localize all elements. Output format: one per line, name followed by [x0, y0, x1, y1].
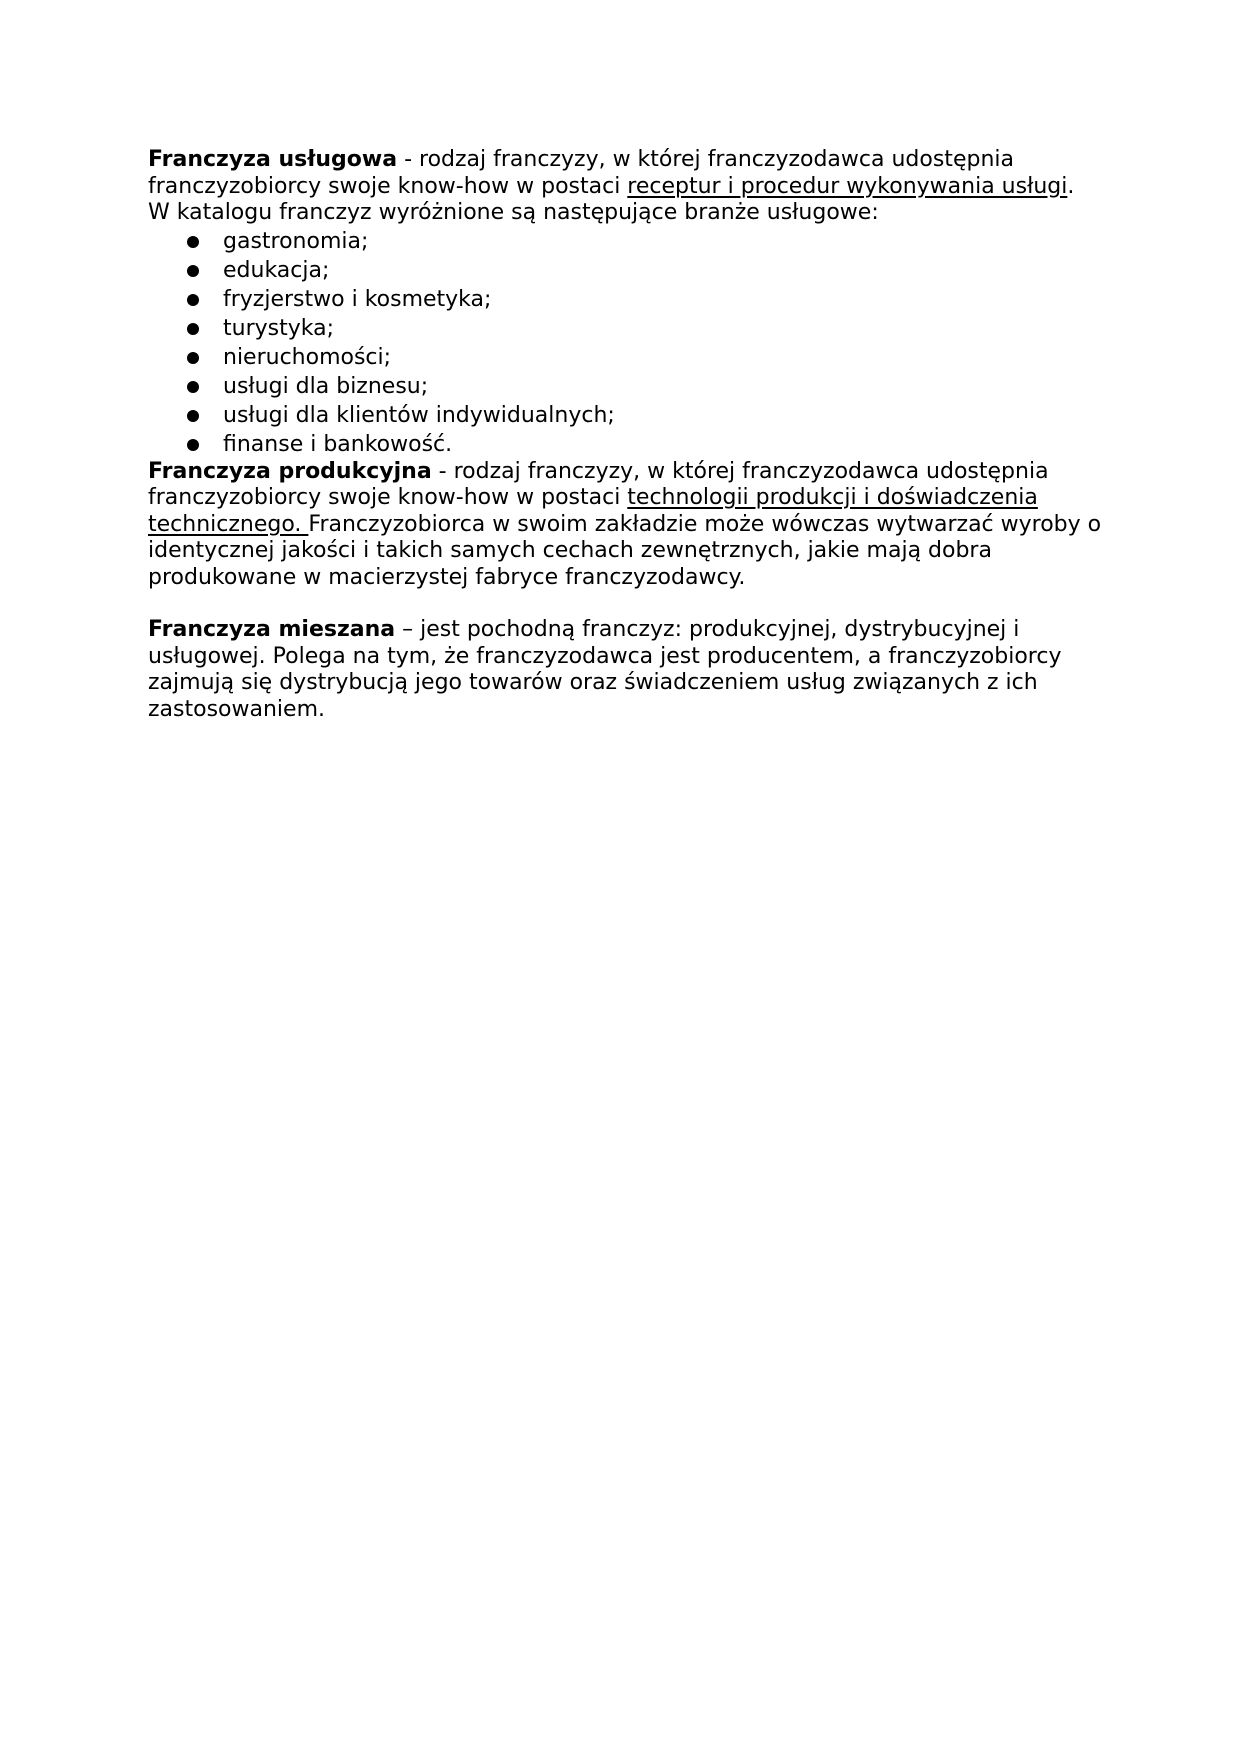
definition-text: - rodzaj franczyzy, w której franczyzodawca udostępnia franczyzobiorcy swoje know-how w postaci [148, 458, 1049, 510]
bullet-icon [187, 265, 199, 277]
paragraph-spacer [148, 591, 1108, 617]
bullet-icon [187, 294, 199, 306]
definition-text: - rodzaj franczyzy, w której franczyzodawca udostępnia franczyzobiorcy swoje know-how w postaci [148, 147, 1014, 199]
list-item [148, 372, 1108, 401]
bullet-icon [187, 439, 199, 451]
list-item [148, 227, 1108, 256]
list-item [148, 430, 1108, 459]
bullet-icon [187, 410, 199, 422]
list-item-label: nieruchomości; [223, 344, 392, 370]
list-item [148, 256, 1108, 285]
bullet-icon [187, 236, 199, 248]
definition-text: – jest pochodną franczyz: produkcyjnej, dystrybucyjnej i usługowej. Polega na tym, że franczyzodawca jest producentem, a franczyzobiorcy zajmują się dystrybucją jego towarów oraz świadczeniem usług związanych z ich zastosowaniem. [148, 617, 1062, 722]
underlined-phrase: receptur i procedur wykonywania usługi [627, 173, 1068, 199]
term-franczyza-mieszana: Franczyza mieszana [148, 617, 396, 642]
list-item [148, 285, 1108, 314]
list-item-label: turystyka; [223, 315, 334, 341]
term-franczyza-produkcyjna: Franczyza produkcyjna [148, 458, 432, 484]
list-item-label: finanse i bankowość. [223, 431, 453, 457]
document-body [148, 147, 1108, 723]
definition-text-end: . [1067, 173, 1075, 199]
list-item-label: gastronomia; [223, 228, 369, 254]
bullet-icon [187, 323, 199, 335]
paragraph-franczyza-mieszana [148, 617, 1108, 723]
list-item [148, 343, 1108, 372]
list-item-label: edukacja; [223, 257, 330, 283]
paragraph-franczyza-uslugowa [148, 147, 1108, 200]
list-item-label: usługi dla klientów indywidualnych; [223, 402, 615, 428]
paragraph-franczyza-produkcyjna [148, 459, 1108, 592]
definition-text-end: Franczyzobiorca w swoim zakładzie może wówczas wytwarzać wyroby o identycznej jakości i takich samych cechach zewnętrznych, jakie mają dobra produkowane w macierzystej fabryce franczyzodawcy. [148, 511, 1102, 590]
list-item [148, 314, 1108, 343]
term-franczyza-uslugowa: Franczyza usługowa [148, 147, 398, 172]
list-item-label: fryzjerstwo i kosmetyka; [223, 286, 492, 312]
list-item-label: usługi dla biznesu; [223, 373, 429, 399]
list-item [148, 401, 1108, 430]
catalog-intro: W katalogu franczyz wyróżnione są następujące branże usługowe: [148, 200, 879, 225]
branch-list [148, 227, 1108, 459]
bullet-icon [187, 381, 199, 393]
bullet-icon [187, 352, 199, 364]
underlined-phrase: technologii produkcji i doświadczenia technicznego. [148, 485, 1038, 537]
